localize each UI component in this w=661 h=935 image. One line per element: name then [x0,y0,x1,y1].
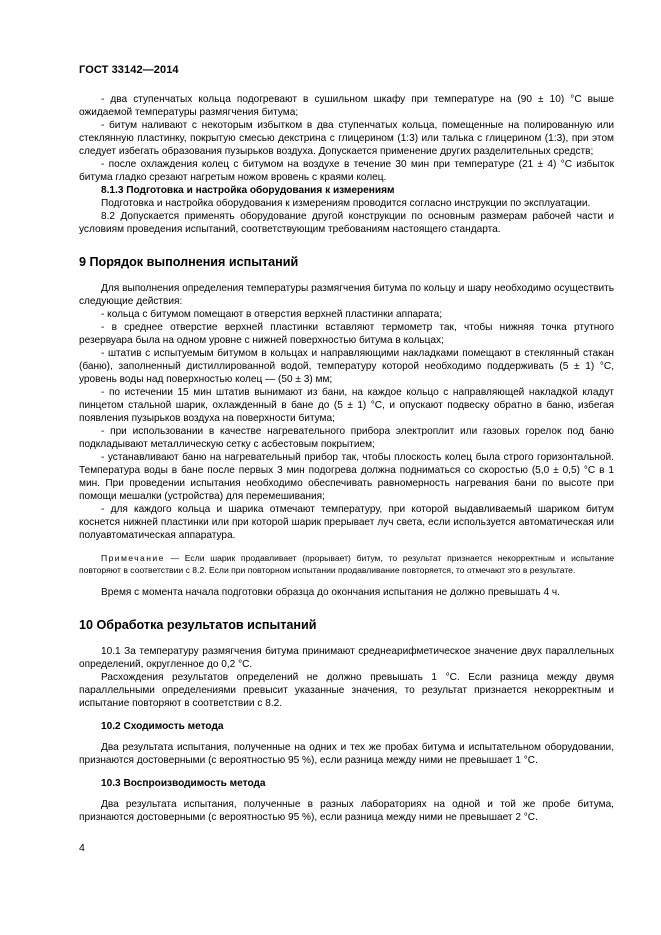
list-item: - устанавливают баню на нагревательный прибор так, чтобы плоскость колец была строго горизонтальной. Температура воды в бане после первых 3 мин подогрева должна подниматься со скоростью (5,0 ± 0,5) °С в 1 мин. При проведении испытания необходимо обеспечивать равномерность нагревания бани по высоте при помощи мешалки (устройства) для перемешивания; [79,452,614,503]
list-item: - кольца с битумом помещают в отверстия верхней пластинки аппарата; [101,308,443,320]
paragraph: - два ступенчатых кольца подогревают в сушильном шкафу при температуре на (90 ± 10) °С выше ожидаемой температуры размягчения битума; [79,94,614,119]
paragraph: Два результата испытания, полученные в разных лабораториях на одной и той же пробе битума, признаются достоверными (с вероятностью 95 %), если разница между ними не превышает 2 °С. [79,798,614,823]
paragraph: - битум наливают с некоторым избытком в два ступенчатых кольца, помещенные на полированную или стеклянную пластинку, покрытую смесью декстрина с глицерином (1:3) или талька с глицерином (1:3), при этом следует избегать образования пузырьков воздуха. Допускается применение других разделительных средств; [79,120,614,158]
document-code: ГОСТ 33142—2014 [79,64,179,76]
list-item: - штатив с испытуемым битумом в кольцах и направляющими накладками помещают в стеклянный стакан (баню), заполненный дистиллированной водой, температуру которой необходимо поддерживать (5 ± 1) °С, уровень воды над поверхностью колец — (50 ± 3) мм; [79,347,614,385]
paragraph: 10.1 За температуру размягчения битума принимают среднеарифметическое значение двух параллельных определений, округленное до 0,2 °С. [79,645,614,670]
note-label: Примечание [101,553,165,564]
note [79,552,614,576]
list-item: - для каждого кольца и шарика отмечают температуру, при которой выдавливаемый шариком битум коснется нижней пластинки или при которой шарик прерывает луч света, если используется автоматическая или полуавтоматическая аппаратура. [79,504,614,542]
list-item: - по истечении 15 мин штатив вынимают из бани, на каждое кольцо с направляющей накладкой кладут пинцетом стальной шарик, охлажденный в бане до (5 ± 1) °С, и опускают подвеску обратно в баню, избегая появления пузырьков воздуха на поверхности битума; [79,386,614,424]
paragraph: - после охлаждения колец с битумом на воздухе в течение 30 мин при температуре (21 ± 4) °С избыток битума гладко срезают нагретым ножом вровень с краями колец. [79,159,614,184]
subsection-heading-10-3: 10.3 Воспроизводимость метода [101,777,266,789]
subsection-heading-8-1-3: 8.1.3 Подготовка и настройка оборудования к измерениям [101,185,395,197]
list-item: - при использовании в качестве нагревательного прибора электроплит или газовых горелок под баню подкладывают металлическую сетку с асбестовым покрытием; [79,426,614,451]
page-content [79,93,614,824]
section-heading-9: 9 Порядок выполнения испытаний [79,254,299,269]
section-heading-10: 10 Обработка результатов испытаний [79,617,317,632]
list-item: - в среднее отверстие верхней пластинки вставляют термометр так, чтобы нижняя точка ртутного резервуара была на одном уровне с нижней поверхностью битума в кольцах; [79,321,614,346]
paragraph: 8.2 Допускается применять оборудование другой конструкции по основным размерам рабочей части и условиям проведения испытаний, соответствующим требованиям настоящего стандарта. [79,211,614,236]
paragraph: Расхождения результатов определений не должно превышать 1 °С. Если разница между двумя параллельными определениями превысит указанные значения, то результат признается некорректным и испытание повторяют в соответствии с 8.2. [79,671,614,709]
paragraph: Время с момента начала подготовки образца до окончания испытания не должно превышать 4 ч. [101,587,560,599]
page-number: 4 [79,842,85,854]
paragraph: Подготовка и настройка оборудования к измерениям проводится согласно инструкции по эксплуатации. [101,198,591,210]
note-text: — Если шарик продавливает (прорывает) битум, то результат признается некорректным и испытание повторяют в соответствии с 8.2. Если при повторном испытании продавливание повторяется, то отмечают это в результате. [79,553,614,576]
paragraph: Два результата испытания, полученные на одних и тех же пробах битума и испытательном оборудовании, признаются достоверными (с вероятностью 95 %), если разница между ними не превышает 1 °С. [79,741,614,766]
paragraph: Для выполнения определения температуры размягчения битума по кольцу и шару необходимо осуществить следующие действия: [79,282,614,307]
subsection-heading-10-2: 10.2 Сходимость метода [101,720,224,732]
